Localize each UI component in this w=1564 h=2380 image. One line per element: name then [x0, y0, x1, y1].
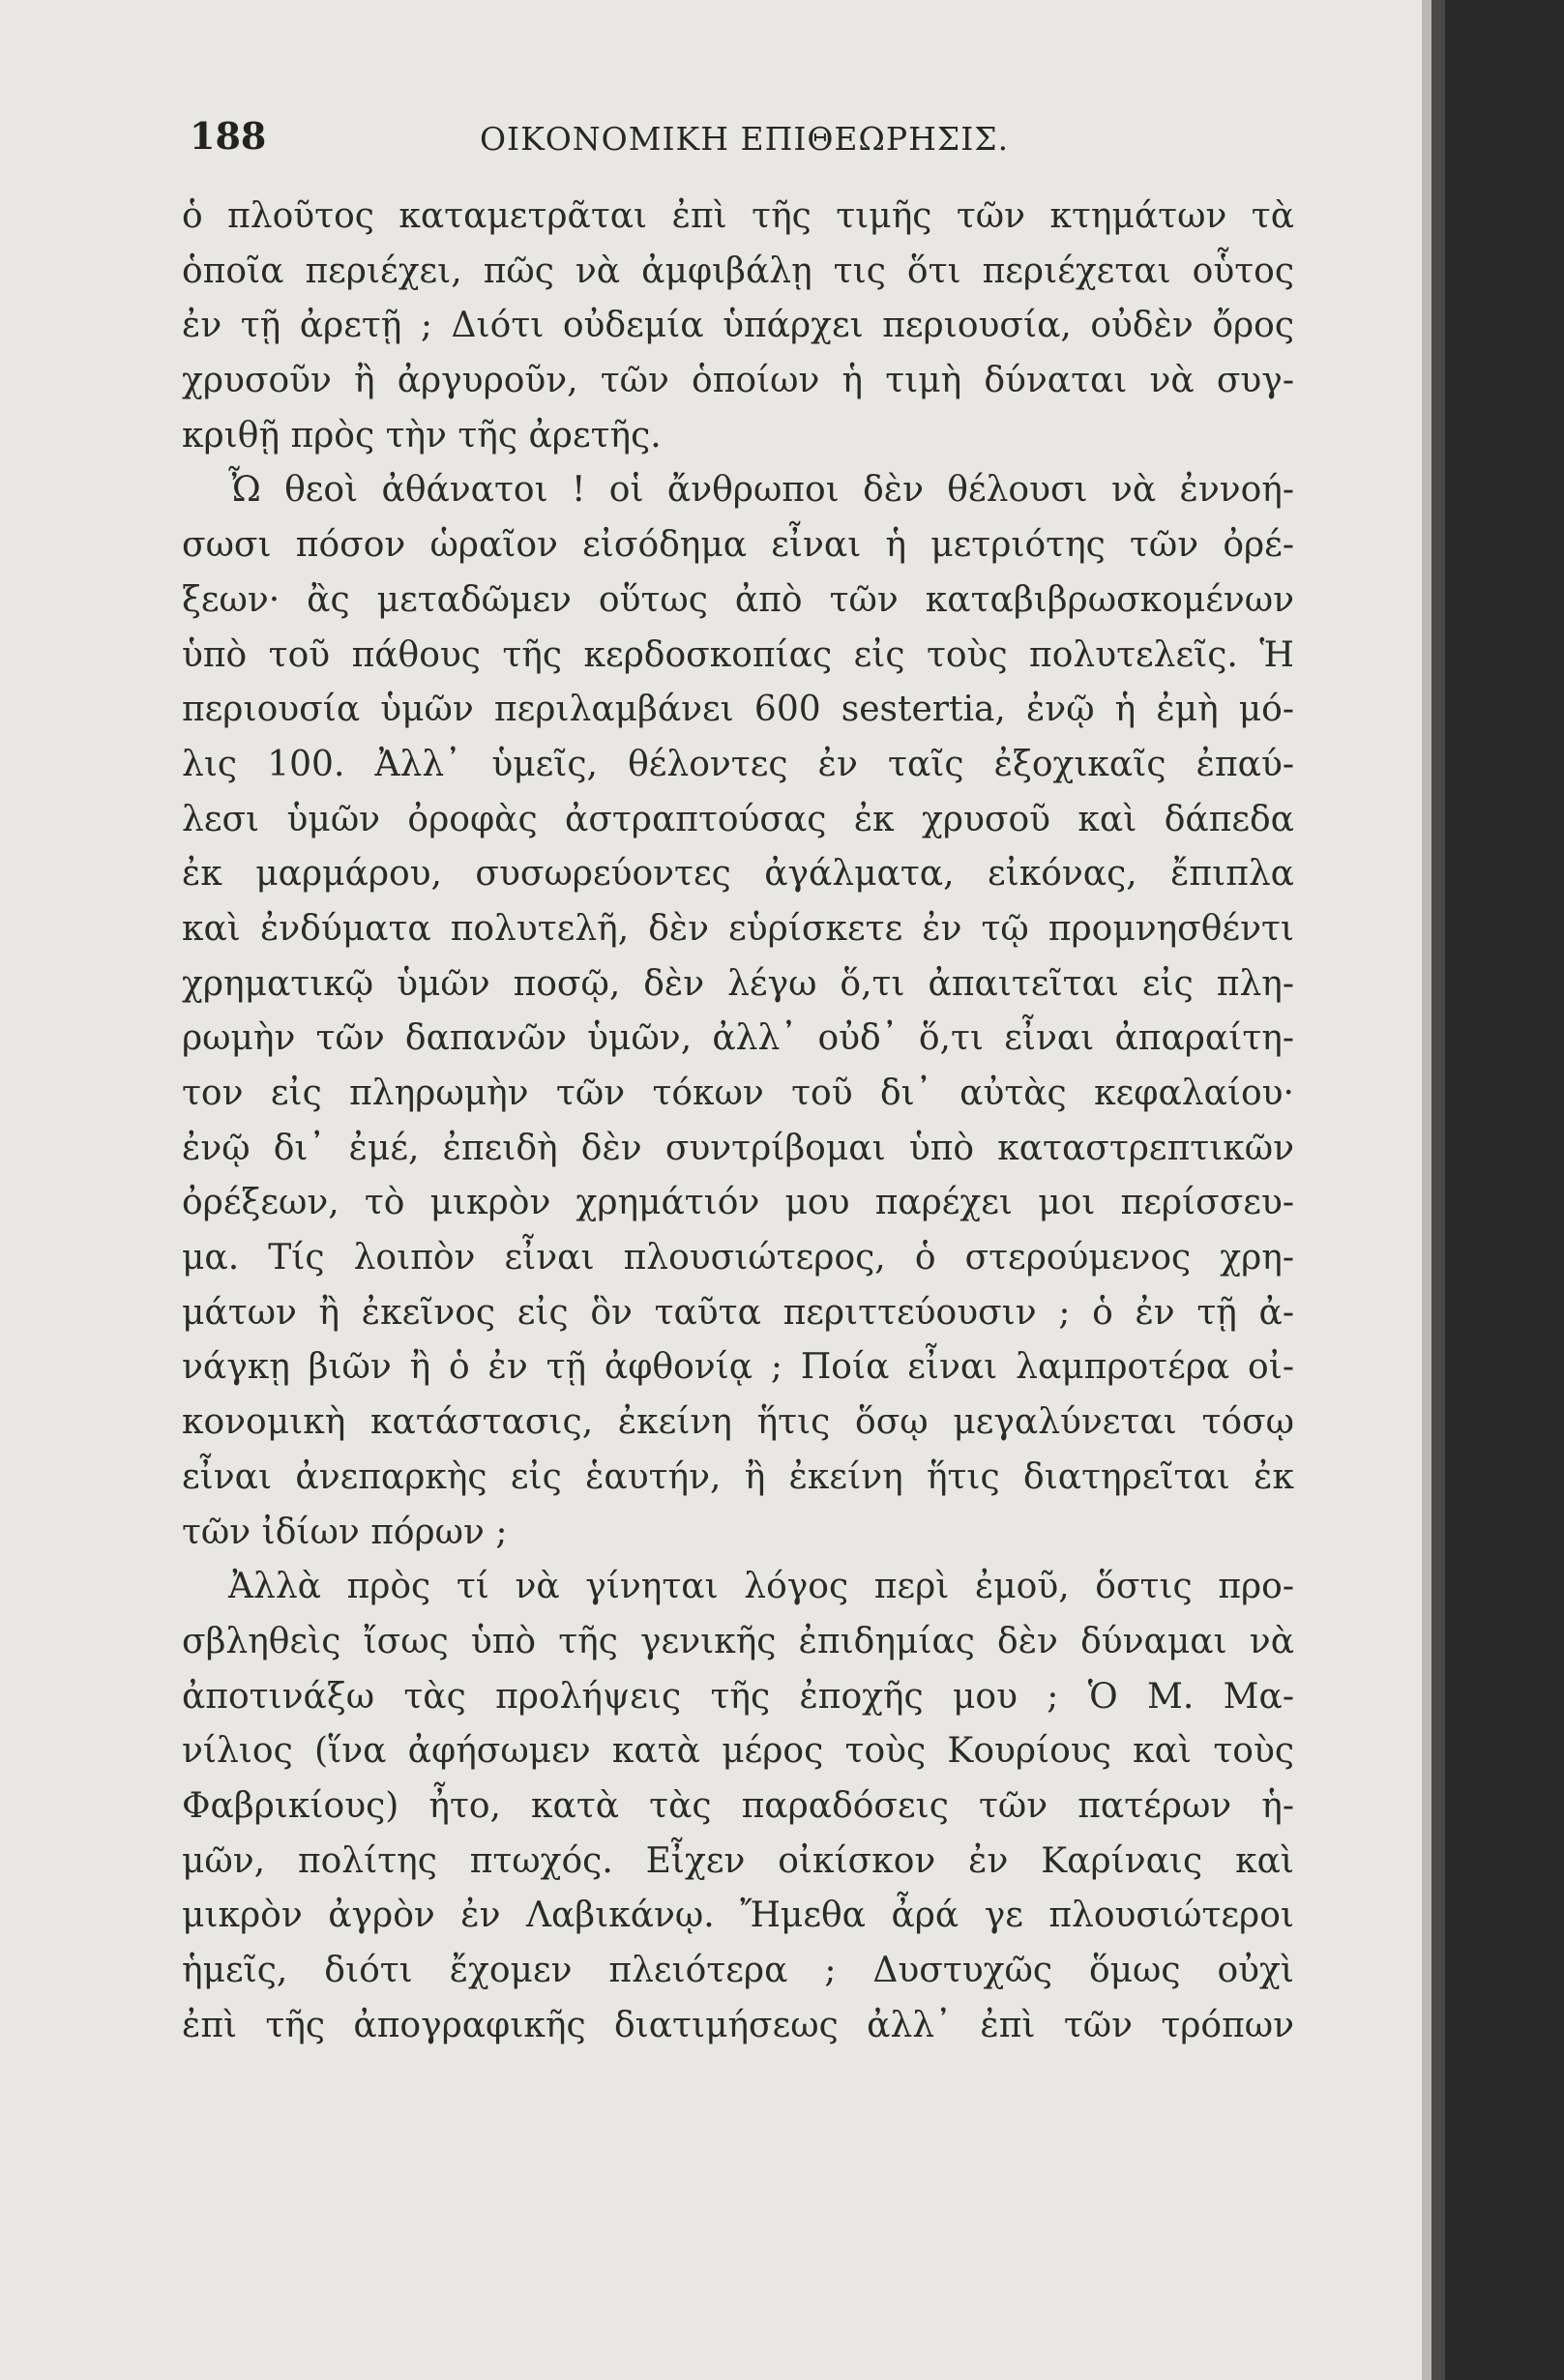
- text-line: λεσι ὑμῶν ὀροφὰς ἀστραπτούσας ἐκ χρυσοῦ καὶ δάπεδα: [182, 799, 1294, 839]
- text-line: μῶν, πολίτης πτωχός. Εἶχεν οἰκίσκον ἐν Καρίναις καὶ: [182, 1840, 1294, 1881]
- text-line: τῶν ἰδίων πόρων ;: [182, 1512, 508, 1552]
- text-line: ρωμὴν τῶν δαπανῶν ὑμῶν, ἀλλ᾽ οὐδ᾽ ὅ,τι εἶναι ἀπαραίτη-: [182, 1018, 1294, 1059]
- running-title: ΟΙΚΟΝΟΜΙΚΗ ΕΠΙΘΕΩΡΗΣΙΣ.: [480, 120, 1010, 158]
- text-line: χρυσοῦν ἢ ἀργυροῦν, τῶν ὁποίων ἡ τιμὴ δύναται νὰ συγ-: [182, 361, 1294, 401]
- text-line: περιουσία ὑμῶν περιλαμβάνει 600 sestertia, ἐνῷ ἡ ἐμὴ μό-: [182, 690, 1294, 730]
- text-line: νίλιος (ἵνα ἀφήσωμεν κατὰ μέρος τοὺς Κουρίους καὶ τοὺς: [182, 1731, 1294, 1772]
- text-line: ἐπὶ τῆς ἀπογραφικῆς διατιμήσεως ἀλλ᾽ ἐπὶ τῶν τρόπων: [182, 2005, 1294, 2045]
- text-line: Φαβρικίους) ἦτο, κατὰ τὰς παραδόσεις τῶν πατέρων ἡ-: [182, 1785, 1294, 1826]
- text-line: ὁποῖα περιέχει, πῶς νὰ ἀμφιβάλῃ τις ὅτι περιέχεται οὗτος: [182, 250, 1294, 291]
- text-line: ξεων· ἂς μεταδῶμεν οὕτως ἀπὸ τῶν καταβιβρωσκομένων: [182, 579, 1294, 620]
- text-line: κριθῇ πρὸς τὴν τῆς ἀρετῆς.: [182, 415, 662, 455]
- text-line: μα. Τίς λοιπὸν εἶναι πλουσιώτερος, ὁ στερούμενος χρη-: [182, 1238, 1294, 1278]
- text-line: κονομικὴ κατάστασις, ἐκείνη ἥτις ὅσῳ μεγαλύνεται τόσῳ: [182, 1402, 1294, 1443]
- page-edge: [1422, 0, 1431, 2380]
- text-line: τον εἰς πληρωμὴν τῶν τόκων τοῦ δι᾽ αὐτὰς κεφαλαίου·: [182, 1073, 1294, 1113]
- text-line: ἐνῷ δι᾽ ἐμέ, ἐπειδὴ δὲν συντρίβομαι ὑπὸ καταστρεπτικῶν: [182, 1128, 1294, 1168]
- text-line: μικρὸν ἀγρὸν ἐν Λαβικάνῳ. Ἤμεθα ἆρά γε πλουσιώτεροι: [182, 1895, 1294, 1936]
- paragraph-start-line: Ἀλλὰ πρὸς τί νὰ γίνηται λόγος περὶ ἐμοῦ, ὅστις προ-: [228, 1567, 1294, 1607]
- text-line: χρηματικῷ ὑμῶν ποσῷ, δὲν λέγω ὅ,τι ἀπαιτεῖται εἰς πλη-: [182, 963, 1294, 1004]
- text-line: ἀποτινάξω τὰς προλήψεις τῆς ἐποχῆς μου ; Ὁ Μ. Μα-: [182, 1676, 1294, 1717]
- text-line: ἡμεῖς, διότι ἔχομεν πλειότερα ; Δυστυχῶς ὅμως οὐχὶ: [182, 1951, 1294, 1990]
- text-line: εἶναι ἀνεπαρκὴς εἰς ἑαυτήν, ἢ ἐκείνη ἥτις διατηρεῖται ἐκ: [182, 1456, 1294, 1497]
- text-line: ὀρέξεων, τὸ μικρὸν χρημάτιόν μου παρέχει μοι περίσσευ-: [182, 1183, 1294, 1223]
- text-line: ὁ πλοῦτος καταμετρᾶται ἐπὶ τῆς τιμῆς τῶν κτημάτων τὰ: [182, 196, 1294, 236]
- text-line: ἐκ μαρμάρου, συσωρεύοντες ἀγάλματα, εἰκόνας, ἔπιπλα: [182, 854, 1294, 895]
- running-head: [190, 114, 1292, 172]
- scan-gutter: [1431, 0, 1564, 2380]
- text-line: ὑπὸ τοῦ πάθους τῆς κερδοσκοπίας εἰς τοὺς πολυτελεῖς. Ἡ: [182, 634, 1294, 675]
- body-text: [182, 190, 1294, 2053]
- text-line: ἐν τῇ ἀρετῇ ; Διότι οὐδεμία ὑπάρχει περιουσία, οὐδὲν ὄρος: [182, 306, 1294, 346]
- text-line: καὶ ἐνδύματα πολυτελῆ, δὲν εὑρίσκετε ἐν τῷ προμνησθέντι: [182, 908, 1294, 949]
- text-line: λις 100. Ἀλλ᾽ ὑμεῖς, θέλοντες ἐν ταῖς ἐξοχικαῖς ἐπαύ-: [182, 744, 1294, 784]
- paragraph-start-line: Ὦ θεοὶ ἀθάνατοι ! οἱ ἄνθρωποι δὲν θέλουσι νὰ ἐννοή-: [228, 470, 1294, 511]
- text-line: σωσι πόσον ὡραῖον εἰσόδημα εἶναι ἡ μετριότης τῶν ὀρέ-: [182, 525, 1294, 566]
- text-line: νάγκῃ βιῶν ἢ ὁ ἐν τῇ ἀφθονίᾳ ; Ποία εἶναι λαμπροτέρα οἰ-: [182, 1347, 1294, 1388]
- text-line: μάτων ἢ ἐκεῖνος εἰς ὃν ταῦτα περιττεύουσιν ; ὁ ἐν τῇ ἀ-: [182, 1292, 1294, 1333]
- page-number: 188: [190, 114, 267, 158]
- text-line: σβληθεὶς ἴσως ὑπὸ τῆς γενικῆς ἐπιδημίας δὲν δύναμαι νὰ: [182, 1621, 1294, 1661]
